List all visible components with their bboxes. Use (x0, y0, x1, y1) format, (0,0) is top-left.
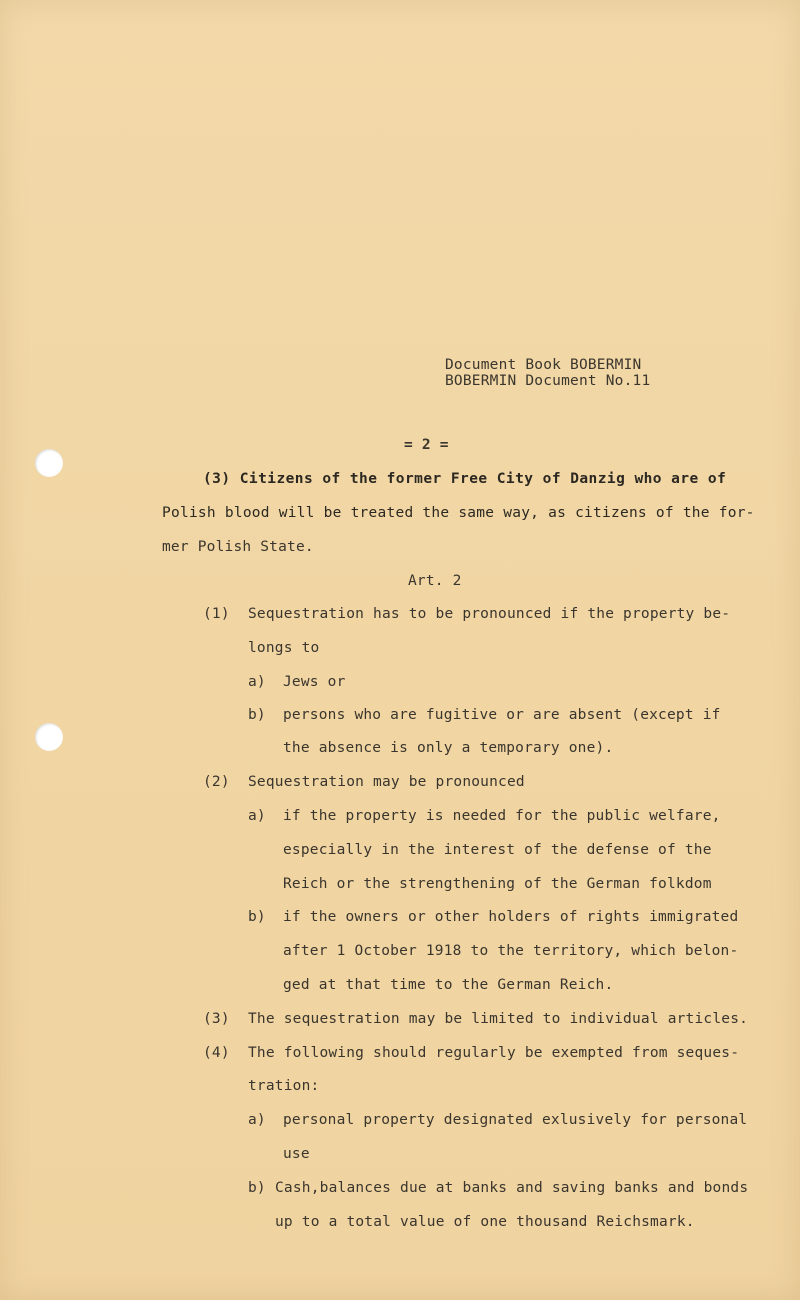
text-line: after 1 October 1918 to the territory, which belon- (283, 943, 739, 959)
text-line: if the owners or other holders of rights immigrated (283, 909, 739, 925)
text-line: up to a total value of one thousand Reichsmark. (275, 1214, 695, 1230)
header-line: Document Book BOBERMIN (445, 357, 642, 373)
text-line: use (283, 1146, 310, 1162)
header-line: BOBERMIN Document No.11 (445, 373, 651, 389)
text-line: Sequestration may be pronounced (248, 774, 525, 790)
text-line: The following should regularly be exempted from seques- (248, 1045, 740, 1061)
item-label: a) (248, 1112, 266, 1128)
section-number: (3) (203, 1011, 230, 1027)
text-line: The sequestration may be limited to individual articles. (248, 1011, 749, 1027)
item-label: b) (248, 1180, 266, 1196)
item-label: b) (248, 707, 266, 723)
text-line: if the property is needed for the public welfare, (283, 808, 721, 824)
section-number: (2) (203, 774, 230, 790)
text-line: tration: (248, 1078, 320, 1094)
text-line: the absence is only a temporary one). (283, 740, 614, 756)
text-line: longs to (248, 640, 320, 656)
text-line: (3) Citizens of the former Free City of Danzig who are of (203, 471, 727, 487)
text-line: especially in the interest of the defense of the (283, 842, 712, 858)
section-number: (1) (203, 606, 230, 622)
punch-hole (35, 449, 63, 477)
text-line: persons who are fugitive or are absent (except if (283, 707, 721, 723)
text-line: Polish blood will be treated the same way, as citizens of the for- (162, 505, 755, 521)
article-heading: Art. 2 (408, 573, 462, 589)
text-line: mer Polish State. (162, 539, 314, 555)
punch-hole (35, 723, 63, 751)
text-line: Jews or (283, 674, 346, 690)
page-number: = 2 = (404, 437, 449, 453)
item-label: a) (248, 808, 266, 824)
text-line: ged at that time to the German Reich. (283, 977, 614, 993)
section-number: (4) (203, 1045, 230, 1061)
text-line: Cash,balances due at banks and saving banks and bonds (275, 1180, 749, 1196)
text-line: Sequestration has to be pronounced if the property be- (248, 606, 731, 622)
text-line: Reich or the strengthening of the German folkdom (283, 876, 712, 892)
item-label: b) (248, 909, 266, 925)
item-label: a) (248, 674, 266, 690)
text-line: personal property designated exlusively for personal (283, 1112, 748, 1128)
